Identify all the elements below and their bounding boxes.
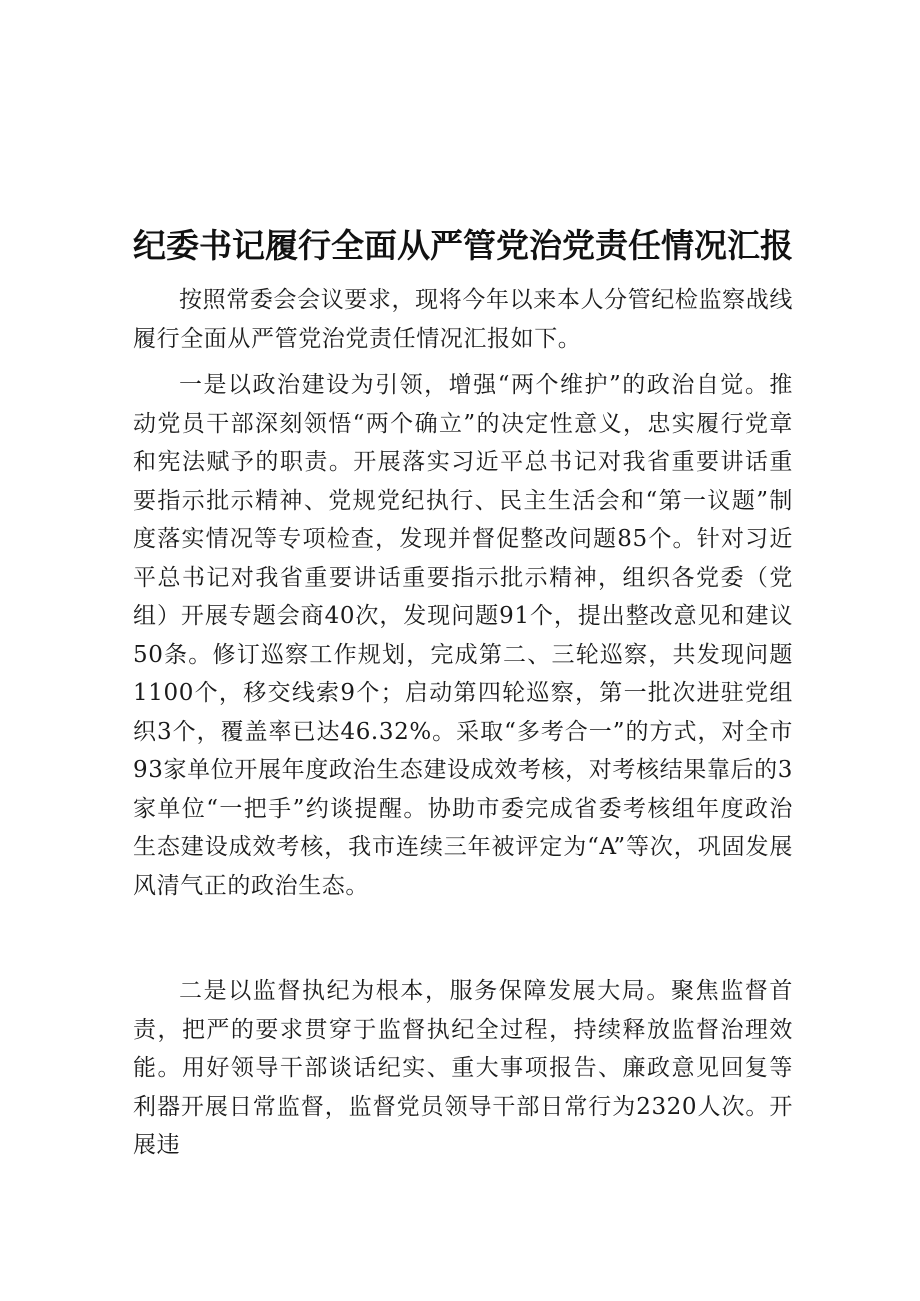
paragraph-supervision-discipline: 二是以监督执纪为根本，服务保障发展大局。聚焦监督首责，把严的要求贯穿于监督执纪全过程，持续释放监督治理效能。用好领导干部谈话纪实、重大事项报告、廉政意见回复等利器开展日常监督，监督党员领导干部日常行为2320人次。开展违 xyxy=(133,978,793,1158)
paragraph-political-construction: 一是以政治建设为引领，增强“两个维护”的政治自觉。推动党员干部深刻领悟“两个确立”的决定性意义，忠实履行党章和宪法赋予的职责。开展落实习近平总书记对我省重要讲话重要指示批示精神、党规党纪执行、民主生活会和“第一议题”制度落实情况等专项检查，发现并督促整改问题85个。针对习近平总书记对我省重要讲话重要指示批示精神，组织各党委（党组）开展专题会商40次，发现问题91个，提出整改意见和建议50条。修订巡察工作规划，完成第二、三轮巡察，共发现问题1100个，移交线索9个；启动第四轮巡察，第一批次进驻党组织3个，覆盖率已达46.32%。采取“多考合一”的方式，对全市93家单位开展年度政治生态建设成效考核，对考核结果靠后的3家单位“一把手”约谈提醒。协助市委完成省委考核组年度政治生态建设成效考核，我市连续三年被评定为“A”等次，巩固发展风清气正的政治生态。 xyxy=(133,372,793,899)
intro-paragraph: 按照常委会会议要求，现将今年以来本人分管纪检监察战线履行全面从严管党治党责任情况汇报如下。 xyxy=(133,287,793,352)
document-title: 纪委书记履行全面从严管党治党责任情况汇报 xyxy=(133,226,793,265)
